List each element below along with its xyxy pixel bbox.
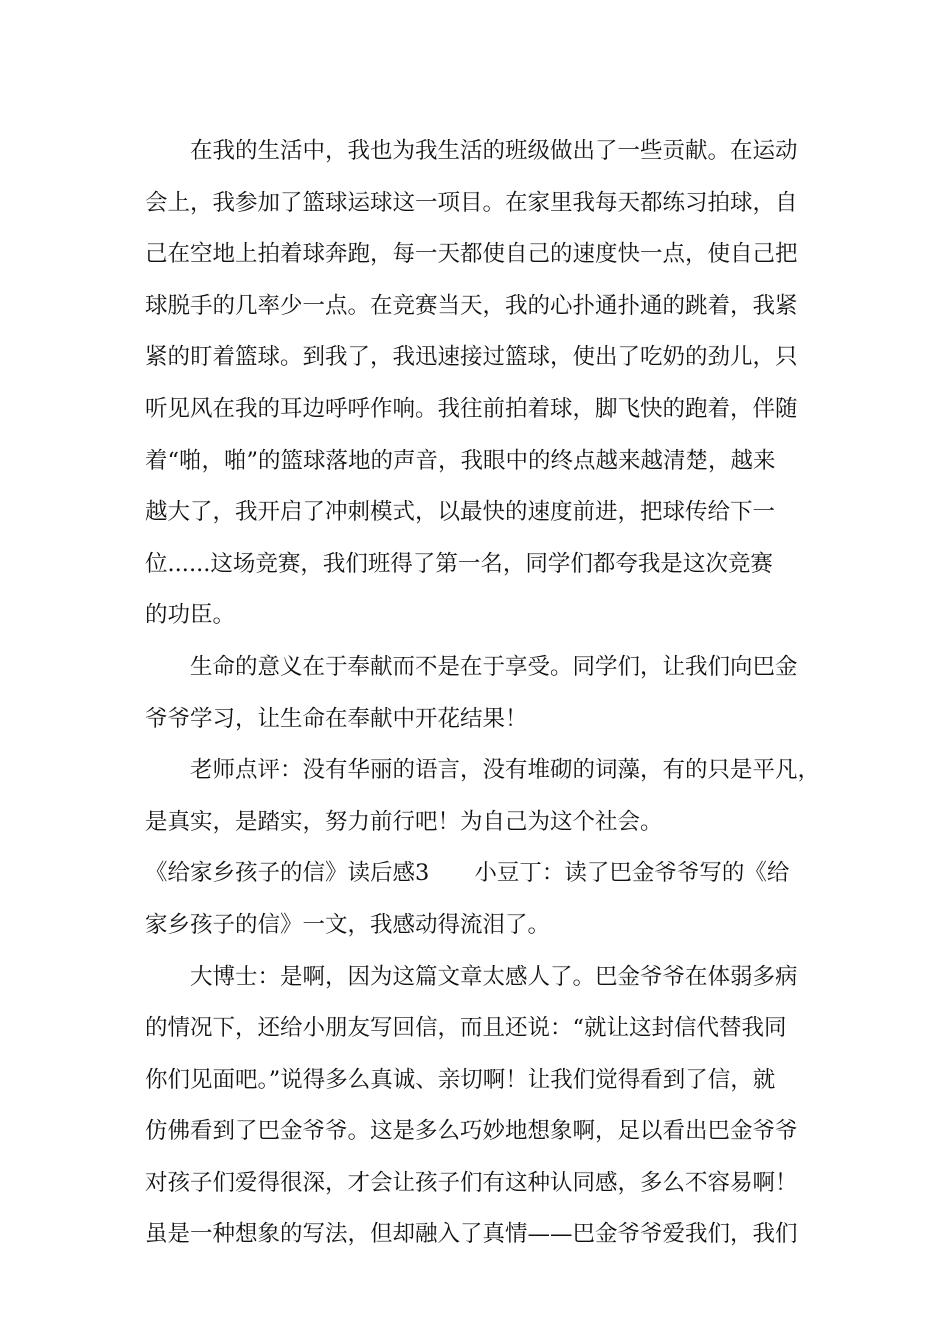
text-line: 的功臣。 xyxy=(145,602,236,629)
text-line: 你们见面吧。”说得多么真诚、亲切啊！让我们觉得看到了信，就 xyxy=(145,1066,776,1093)
text-line: 爷爷学习，让生命在奉献中开花结果！ xyxy=(145,705,528,732)
text-line: 对孩子们爱得很深，才会让孩子们有这种认同感，多么不容易啊！ xyxy=(145,1169,798,1196)
text-line: 球脱手的几率少一点。在竞赛当天，我的心扑通扑通的跳着，我紧 xyxy=(145,292,798,319)
text-line: 虽是一种想象的写法，但却融入了真情——巴金爷爷爱我们，我们 xyxy=(145,1221,798,1248)
text-line: 听见风在我的耳边呼呼作响。我往前拍着球，脚飞快的跑着，伴随 xyxy=(145,395,798,422)
text-line: 位......这场竞赛，我们班得了第一名，同学们都夸我是这次竞赛 xyxy=(145,550,773,577)
text-line: 是真实，是踏实，努力前行吧！为自己为这个社会。 xyxy=(145,808,663,835)
text-line: 大博士：是啊，因为这篇文章太感人了。巴金爷爷在体弱多病 xyxy=(190,963,798,990)
text-line: 在我的生活中，我也为我生活的班级做出了一些贡献。在运动 xyxy=(190,138,798,164)
text-line: 紧的盯着篮球。到我了，我迅速接过篮球，使出了吃奶的劲儿，只 xyxy=(145,344,798,371)
text-line: 老师点评：没有华丽的语言，没有堆砌的词藻，有的只是平凡， xyxy=(190,757,821,784)
text-line: 越大了，我开启了冲刺模式，以最快的速度前进，把球传给下一 xyxy=(145,499,776,526)
document-body xyxy=(145,131,825,1266)
text-line: 仿佛看到了巴金爷爷。这是多么巧妙地想象啊，足以看出巴金爷爷 xyxy=(145,1118,798,1145)
text-line: 着“啪，啪”的篮球落地的声音，我眼中的终点越来越清楚，越来 xyxy=(145,447,776,474)
text-line: 家乡孩子的信》一文，我感动得流泪了。 xyxy=(145,911,551,938)
text-line: 会上，我参加了篮球运球这一项目。在家里我每天都练习拍球，自 xyxy=(145,189,798,216)
text-line: 生命的意义在于奉献而不是在于享受。同学们，让我们向巴金 xyxy=(190,653,798,680)
text-line: 的情况下，还给小朋友写回信，而且还说：“就让这封信代替我同 xyxy=(145,1015,787,1042)
text-line: 己在空地上拍着球奔跑，每一天都使自己的速度快一点，使自己把 xyxy=(145,241,798,268)
text-line: 《给家乡孩子的信》读后感3 小豆丁：读了巴金爷爷写的《给 xyxy=(145,860,790,887)
